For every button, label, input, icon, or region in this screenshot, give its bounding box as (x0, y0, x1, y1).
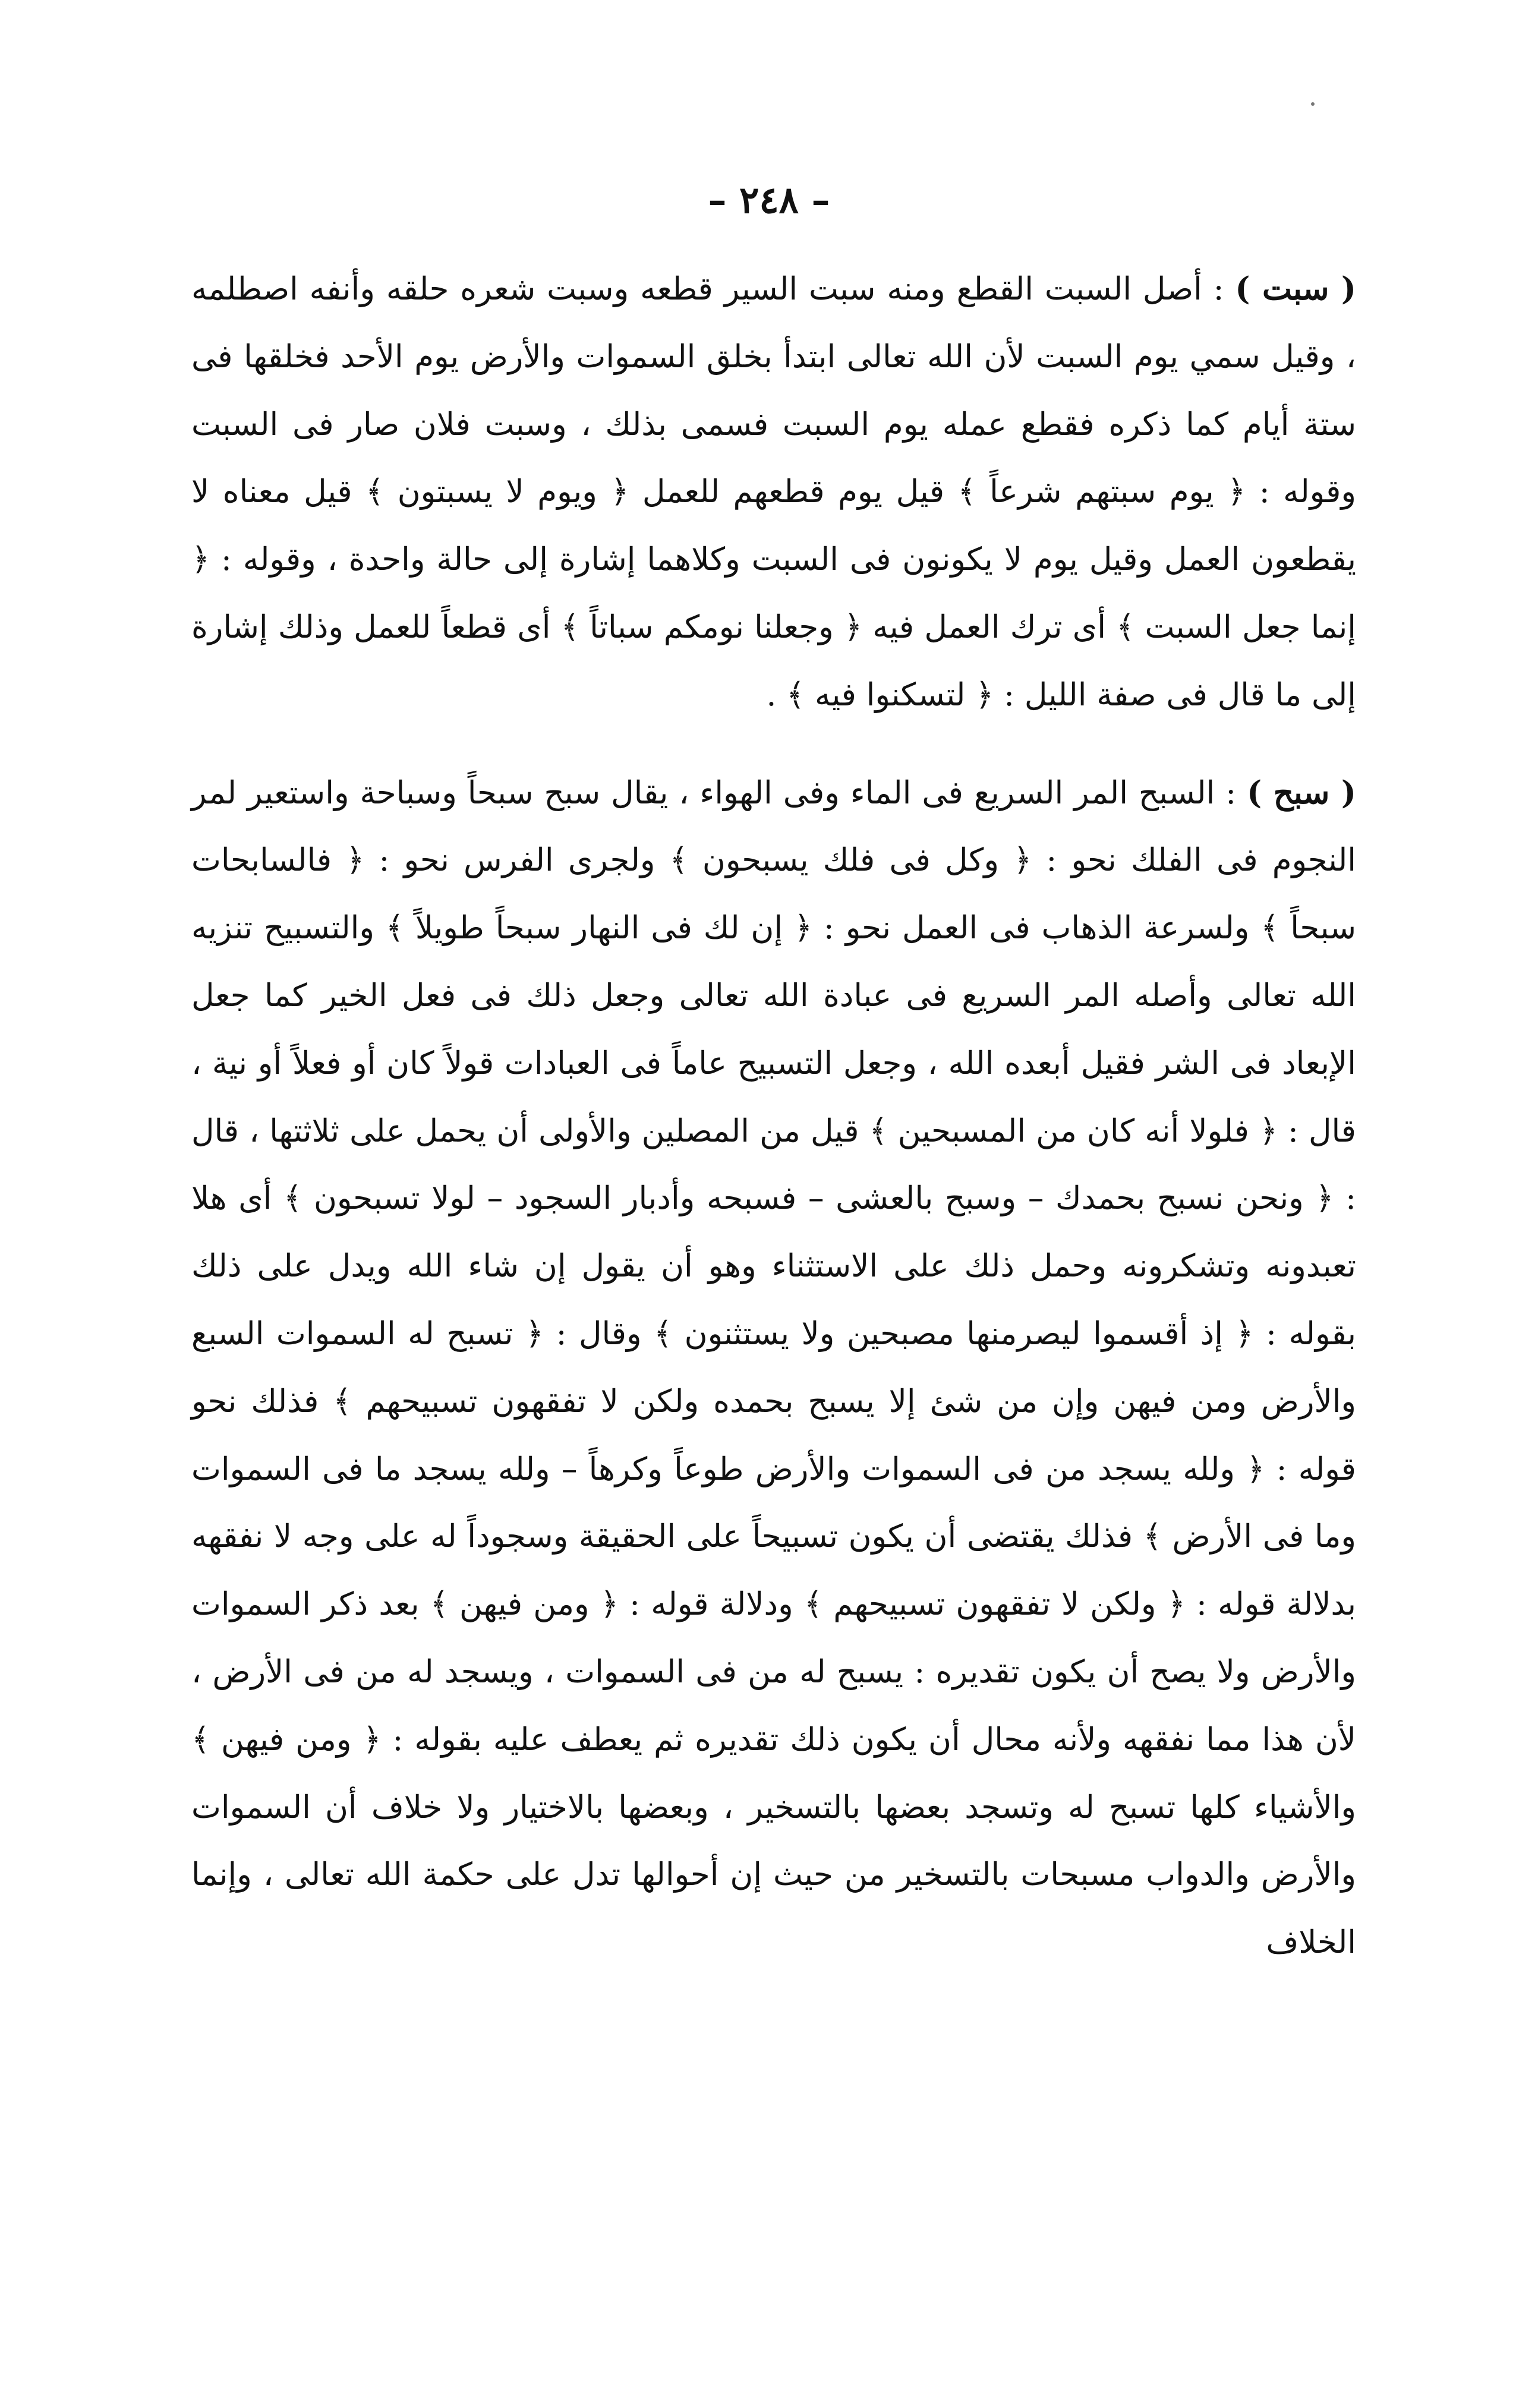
entry-headword: ( سبت ) (1235, 270, 1356, 307)
page-number: – ٢٤٨ – (708, 178, 830, 222)
entry-text: : أصل السبت القطع ومنه سبت السير قطعه وسبت شعره حلقه وأنفه اصطلمه ، وقيل سمي يوم السبت لأن الله تعالى ابتدأ بخلق السموات والأرض يوم الأحد فخلقها فى ستة أيام كما ذكره فقطع عمله يوم السبت فسمى بذلك ، وسبت فلان صار فى السبت وقوله : ﴿ يوم سبتهم شرعاً ﴾ قيل يوم قطعهم للعمل ﴿ ويوم لا يسبتون ﴾ قيل معناه لا يقطعون العمل وقيل يوم لا يكونون فى السبت وكلاهما إشارة إلى حالة واحدة ، وقوله : ﴿ إنما جعل السبت ﴾ أى ترك العمل فيه ﴿ وجعلنا نومكم سباتاً ﴾ أى قطعاً للعمل وذلك إشارة إلى ما قال فى صفة الليل : ﴿ لتسكنوا فيه ﴾ . (191, 271, 1356, 713)
page-body (191, 256, 1356, 1977)
scan-speck (1311, 102, 1315, 106)
entry-text: : السبح المر السريع فى الماء وفى الهواء ، يقال سبح سبحاً وسباحة واستعير لمر النجوم فى الفلك نحو : ﴿ وكل فى فلك يسبحون ﴾ ولجرى الفرس نحو : ﴿ فالسابحات سبحاً ﴾ ولسرعة الذهاب فى العمل نحو : ﴿ إن لك فى النهار سبحاً طويلاً ﴾ والتسبيح تنزيه الله تعالى وأصله المر السريع فى عبادة الله تعالى وجعل ذلك فى فعل الخير كما جعل الإبعاد فى الشر فقيل أبعده الله ، وجعل التسبيح عاماً فى العبادات قولاً كان أو فعلاً أو نية ، قال : ﴿ فلولا أنه كان من المسبحين ﴾ قيل من المصلين والأولى أن يحمل على ثلاثتها ، قال : ﴿ ونحن نسبح بحمدك – وسبح بالعشى – فسبحه وأدبار السجود – لولا تسبحون ﴾ أى هلا تعبدونه وتشكرونه وحمل ذلك على الاستثناء وهو أن يقول إن شاء الله ويدل على ذلك بقوله : ﴿ إذ أقسموا ليصرمنها مصبحين ولا يستثنون ﴾ وقال : ﴿ تسبح له السموات السبع والأرض ومن فيهن وإن من شئ إلا يسبح بحمده ولكن لا تفقهون تسبيحهم ﴾ فذلك نحو قوله : ﴿ ولله يسجد من فى السموات والأرض طوعاً وكرهاً – ولله يسجد ما فى السموات وما فى الأرض ﴾ فذلك يقتضى أن يكون تسبيحاً على الحقيقة وسجوداً له على وجه لا نفقهه بدلالة قوله : ﴿ ولكن لا تفقهون تسبيحهم ﴾ ودلالة قوله : ﴿ ومن فيهن ﴾ بعد ذكر السموات والأرض ولا يصح أن يكون تقديره : يسبح له من فى السموات ، ويسجد له من فى الأرض ، لأن هذا مما نفقهه ولأنه محال أن يكون ذلك تقديره ثم يعطف عليه بقوله : ﴿ ومن فيهن ﴾ والأشياء كلها تسبح له وتسجد بعضها بالتسخير ، وبعضها بالاختيار ولا خلاف أن السموات والأرض والدواب مسبحات بالتسخير من حيث إن أحوالها تدل على حكمة الله تعالى ، وإنما الخلاف (191, 774, 1356, 1961)
entry-sabt (191, 256, 1356, 729)
entry-headword: ( سبح ) (1247, 774, 1356, 811)
entry-sabh (191, 759, 1356, 1977)
